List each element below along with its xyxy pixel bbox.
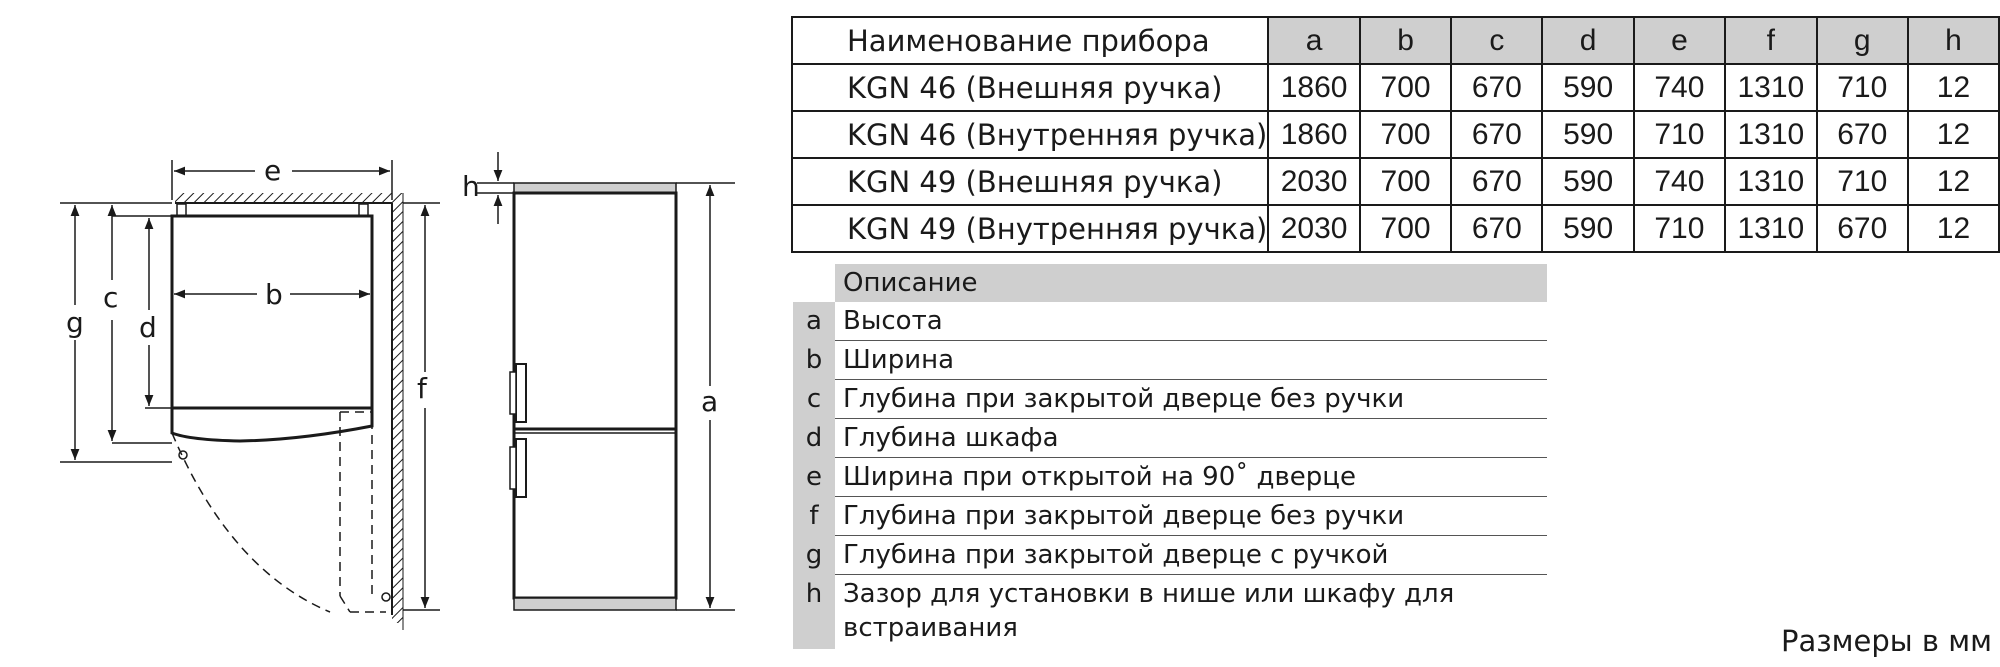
wall-top-hatch (175, 193, 392, 203)
fridge-body-top-view (172, 216, 372, 408)
cell-b: 700 (1360, 205, 1451, 252)
cell-d: 590 (1542, 158, 1633, 205)
model-name: KGN 49 (Внутренняя ручка) (792, 205, 1268, 252)
label-a: a (701, 385, 719, 418)
open-door-outline (340, 412, 386, 612)
cell-c: 670 (1451, 205, 1542, 252)
cell-c: 670 (1451, 158, 1542, 205)
list-item (793, 458, 1547, 497)
legend-text: Ширина при открытой на 90˚ дверце (835, 458, 1547, 497)
fridge-front-body (514, 193, 676, 598)
table-header-row (792, 17, 1999, 64)
front-view (462, 152, 735, 610)
door-swing-arc (172, 433, 330, 612)
models-dimensions-table (791, 16, 2000, 253)
cell-c: 670 (1451, 111, 1542, 158)
cell-e: 710 (1634, 205, 1725, 252)
legend-text: Ширина (835, 341, 1547, 380)
legend-blank (793, 264, 835, 302)
list-item (793, 341, 1547, 380)
legend-letter: a (793, 302, 835, 341)
lower-door-handle (516, 439, 526, 497)
list-item (793, 419, 1547, 458)
dimension-drawing (0, 0, 760, 667)
cell-h: 12 (1908, 64, 1999, 111)
cell-e: 710 (1634, 111, 1725, 158)
legend-text: Зазор для установки в нише или шкафу для встраивания (843, 579, 1455, 643)
label-f: f (417, 372, 427, 405)
wall-right-hatch (392, 193, 403, 623)
label-e: e (264, 154, 282, 187)
cell-a: 2030 (1268, 205, 1360, 252)
legend-text: Высота (835, 302, 1547, 341)
fridge-front-base (514, 598, 676, 610)
cell-g: 710 (1817, 64, 1908, 111)
table-row (792, 64, 1999, 111)
cell-d: 590 (1542, 205, 1633, 252)
legend-text: Глубина при закрытой дверце без ручки (835, 497, 1547, 536)
model-name: KGN 46 (Внутренняя ручка) (792, 111, 1268, 158)
legend-letter: e (793, 458, 835, 497)
model-name: KGN 46 (Внешняя ручка) (792, 64, 1268, 111)
cell-h: 12 (1908, 111, 1999, 158)
list-item (793, 575, 1547, 649)
units-note: Размеры в мм (1781, 624, 1992, 658)
cell-a: 2030 (1268, 158, 1360, 205)
header-a: a (1268, 17, 1360, 64)
model-name: KGN 49 (Внешняя ручка) (792, 158, 1268, 205)
legend-letter: h (793, 575, 835, 649)
cell-f: 1310 (1725, 205, 1817, 252)
header-d: d (1542, 17, 1633, 64)
cell-b: 700 (1360, 111, 1451, 158)
label-b: b (265, 278, 283, 311)
header-c: c (1451, 17, 1542, 64)
label-c: c (103, 281, 119, 314)
cell-b: 700 (1360, 64, 1451, 111)
cell-g: 670 (1817, 111, 1908, 158)
label-d: d (139, 311, 157, 344)
table-row (792, 158, 1999, 205)
cell-e: 740 (1634, 158, 1725, 205)
cell-g: 710 (1817, 158, 1908, 205)
cell-h: 12 (1908, 205, 1999, 252)
header-b: b (1360, 17, 1451, 64)
cell-f: 1310 (1725, 64, 1817, 111)
fridge-door-top-view (172, 408, 372, 441)
header-h: h (1908, 17, 1999, 64)
cell-a: 1860 (1268, 64, 1360, 111)
cell-d: 590 (1542, 111, 1633, 158)
header-f: f (1725, 17, 1817, 64)
legend-header-row (793, 264, 1547, 302)
legend-letter: b (793, 341, 835, 380)
upper-door-handle (516, 364, 526, 422)
cell-c: 670 (1451, 64, 1542, 111)
legend-letter: g (793, 536, 835, 575)
label-h: h (462, 170, 480, 203)
list-item (793, 302, 1547, 341)
cell-e: 740 (1634, 64, 1725, 111)
cell-g: 670 (1817, 205, 1908, 252)
table-row (792, 111, 1999, 158)
description-legend (793, 264, 1547, 649)
header-e: e (1634, 17, 1725, 64)
list-item (793, 380, 1547, 419)
legend-text: Глубина при закрытой дверце без ручки (835, 380, 1547, 419)
label-g: g (66, 306, 84, 339)
header-g: g (1817, 17, 1908, 64)
cell-h: 12 (1908, 158, 1999, 205)
list-item (793, 497, 1547, 536)
cell-b: 700 (1360, 158, 1451, 205)
legend-letter: d (793, 419, 835, 458)
table-row (792, 205, 1999, 252)
list-item (793, 536, 1547, 575)
header-appliance-name: Наименование прибора (792, 17, 1268, 64)
top-view (60, 154, 440, 630)
cell-f: 1310 (1725, 111, 1817, 158)
cell-a: 1860 (1268, 111, 1360, 158)
cell-f: 1310 (1725, 158, 1817, 205)
legend-title: Описание (835, 264, 1547, 302)
legend-text: Глубина шкафа (835, 419, 1547, 458)
cell-d: 590 (1542, 64, 1633, 111)
legend-letter: f (793, 497, 835, 536)
legend-letter: c (793, 380, 835, 419)
legend-text: Глубина при закрытой дверце с ручкой (835, 536, 1547, 575)
